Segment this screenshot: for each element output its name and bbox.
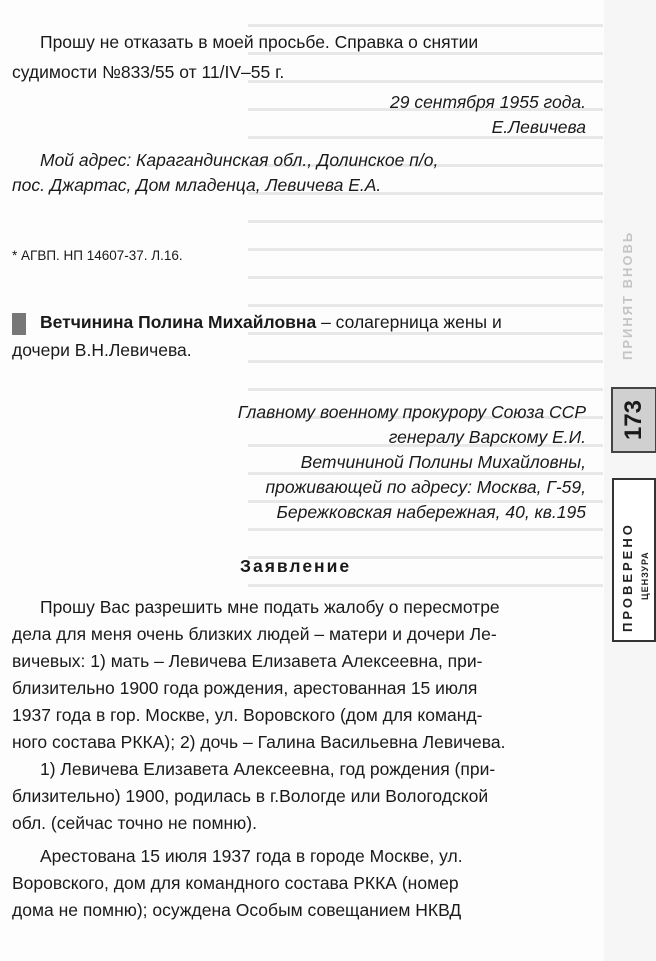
letter1-line2: судимости №833/55 от 11/IV–55 г. [12,62,285,82]
letter1-address-line2: пос. Джартас, Дом младенца, Левичева Е.А. [12,175,382,195]
page-number: 173 [619,399,647,441]
body-line: Прошу Вас разрешить мне подать жалобу о пересмотре [40,597,500,617]
footnote: * АГВП. НП 14607-37. Л.16. [12,248,183,263]
addressee-line2: генералу Варскому Е.И. [388,427,586,447]
addressee-line4: проживающей по адресу: Москва, Г-59, [265,477,586,497]
section-person-desc: – солагерница жены и [316,312,502,332]
section-line2: дочери В.Н.Левичева. [12,340,192,360]
body-line: дела для меня очень близких людей – матери и дочери Ле- [12,624,497,644]
censorship-stamp-sub: ЦЕНЗУРА [640,551,650,600]
addressee-line5: Бережковская набережная, 40, кв.195 [276,502,586,522]
censorship-stamp-main: ПРОВЕРЕНО [620,522,635,632]
faint-stamp-text: ПРИНЯТ ВНОВЬ [620,230,635,360]
section-line1 [40,310,502,335]
letter1-signature: Е.Левичева [491,117,586,137]
body-line: близительно 1900 года рождения, арестованная 15 июля [12,678,478,698]
body-line: вичевых: 1) мать – Левичева Елизавета Алексеевна, при- [12,651,483,671]
addressee-line1: Главному военному прокурору Союза ССР [237,402,586,422]
section-person-name: Ветчинина Полина Михайловна [40,312,317,332]
statement-heading: Заявление [240,556,352,576]
body-line: дома не помню); осуждена Особым совещанием НКВД [12,900,462,920]
body-line: 1937 года в гор. Москве, ул. Воровского (дом для команд- [12,705,483,725]
body-line: Воровского, дом для командного состава РККА (номер [12,873,459,893]
body-line: близительно) 1900, родилась в г.Вологде или Вологодской [12,786,489,806]
letter1-address-line1: Мой адрес: Карагандинская обл., Долинское п/о, [40,150,439,170]
addressee-line3: Ветчининой Полины Михайловны, [300,452,586,472]
body-line: обл. (сейчас точно не помню). [12,813,257,833]
page-number-tab [611,387,656,453]
censorship-stamp [612,478,656,642]
body-line: Арестована 15 июля 1937 года в городе Москве, ул. [40,846,463,866]
body-line: 1) Левичева Елизавета Алексеевна, год рождения (при- [40,759,496,779]
letter1-date: 29 сентября 1955 года. [390,92,586,112]
body-line: ного состава РККА); 2) дочь – Галина Васильевна Левичева. [12,732,506,752]
faint-accepted-stamp [612,230,652,370]
section-marker [12,313,26,335]
letter1-line1: Прошу не отказать в моей просьбе. Справка о снятии [40,32,479,52]
